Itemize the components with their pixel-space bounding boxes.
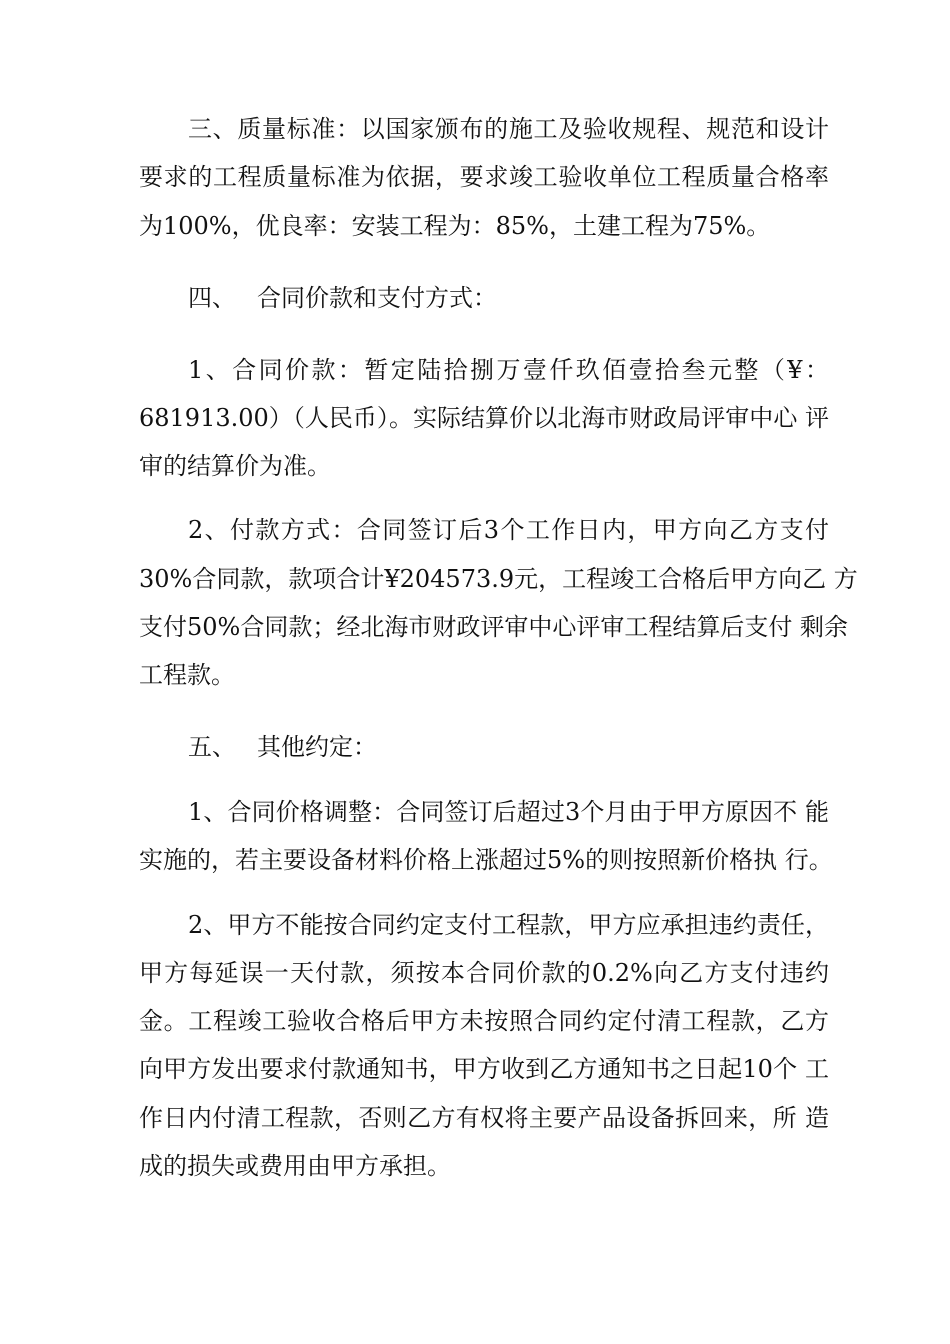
- section4-number: 四、: [188, 284, 236, 312]
- section3-line-3: 为100%，优良率：安装工程为：85%，土建工程为75%。: [139, 212, 771, 240]
- section5-item2-line-3: 金。工程竣工验收合格后甲方未按照合同约定付清工程款，乙方: [139, 1007, 829, 1035]
- section5-number: 五、: [188, 733, 236, 761]
- section4-title: 合同价款和支付方式：: [257, 284, 497, 312]
- section4-item2-line-4: 工程款。: [139, 661, 235, 689]
- section4-item2-line-2: 30%合同款，款项合计¥204573.9元，工程竣工合格后甲方向乙 方: [139, 565, 858, 593]
- section3-line-2: 要求的工程质量标准为依据，要求竣工验收单位工程质量合格率: [139, 163, 829, 191]
- section4-item1-line-2: 681913.00）（人民币）。实际结算价以北海市财政局评审中心 评: [139, 404, 829, 432]
- section5-item2-line-1: 2、甲方不能按合同约定支付工程款，甲方应承担违约责任，: [188, 911, 829, 939]
- section5-item1-line-2: 实施的，若主要设备材料价格上涨超过5%的则按照新价格执 行。: [139, 846, 833, 874]
- section5-item2-line-4: 向甲方发出要求付款通知书，甲方收到乙方通知书之日起10个 工: [139, 1055, 829, 1083]
- section5-item2-line-6: 成的损失或费用由甲方承担。: [139, 1152, 451, 1180]
- section4-item2-line-3: 支付50%合同款；经北海市财政评审中心评审工程结算后支付 剩余: [139, 613, 848, 641]
- section5-title: 其他约定：: [257, 733, 377, 761]
- section5-item2-line-5: 作日内付清工程款，否则乙方有权将主要产品设备拆回来，所 造: [139, 1104, 829, 1132]
- section4-item1-line-1: 1、合同价款：暂定陆拾捌万壹仟玖佰壹拾叁元整（¥：: [188, 356, 829, 384]
- section5-item2-line-2: 甲方每延误一天付款，须按本合同价款的0.2%向乙方支付违约: [139, 959, 829, 987]
- section5-item1-line-1: 1、合同价格调整：合同签订后超过3个月由于甲方原因不 能: [188, 798, 829, 826]
- section4-item1-line-3: 审的结算价为准。: [139, 452, 331, 480]
- section3-line-1: 三、质量标准：以国家颁布的施工及验收规程、规范和设计: [188, 115, 829, 143]
- section4-item2-line-1: 2、付款方式：合同签订后3个工作日内，甲方向乙方支付: [188, 516, 829, 544]
